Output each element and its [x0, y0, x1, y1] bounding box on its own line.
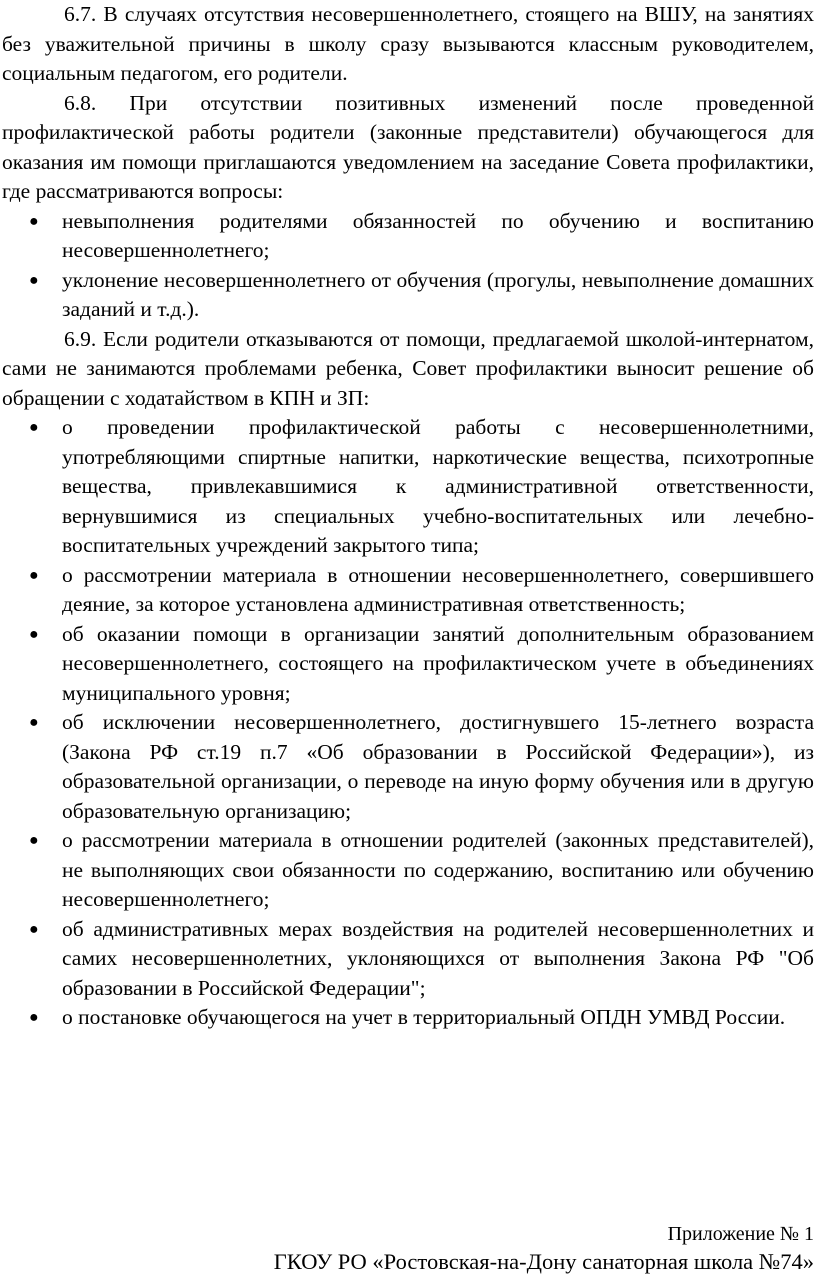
list-item-text: уклонение несовершеннолетнего от обучения (прогулы, невыполнение домашних заданий и т.д.). [62, 267, 814, 321]
document-page [2, 0, 814, 1033]
list-item [2, 826, 814, 915]
paragraph-6-9: 6.9. Если родители отказываются от помощи, предлагаемой школой-интернатом, сами не занимаются проблемами ребенка, Совет профилактики выносит решение об обращении с ходатайством в КПН и ЗП: [2, 326, 814, 410]
list-item-text: о рассмотрении материала в отношении родителей (законных представителей), не выполняющих свои обязанности по содержанию, воспитанию или обучению несовершеннолетнего; [62, 828, 814, 911]
bullet-icon: ● [29, 419, 39, 436]
appendix-label: Приложение № 1 [667, 1223, 814, 1245]
list-item [2, 413, 814, 561]
bullet-icon: ● [29, 832, 39, 849]
list-item-text: об исключении несовершеннолетнего, достигнувшего 15-летнего возраста (Закона РФ ст.19 п.7 «Об образовании в Российской Федерации»), из образовательной организации, о переводе на иную форму обучения или в другую образовательную организацию; [62, 710, 814, 823]
bullet-icon: ● [29, 271, 39, 289]
paragraph-6-7: 6.7. В случаях отсутствия несовершеннолетнего, стоящего на ВШУ, на занятиях без уважительной причины в школу сразу вызываются классным руководителем, социальным педагогом, его родители. [2, 2, 814, 85]
bullet-icon: ● [29, 566, 39, 584]
list-item-text: о постановке обучающегося на учет в территориальный ОПДН УМВД России. [62, 1005, 786, 1029]
school-name: ГКОУ РО «Ростовская-на-Дону санаторная школа №74» [273, 1249, 814, 1274]
list-item [2, 915, 814, 1004]
list-item-text: о рассмотрении материала в отношении несовершеннолетнего, совершившего деяние, за которое установлена административная ответственность; [62, 562, 814, 616]
list-item-text: об оказании помощи в организации занятий дополнительным образованием несовершеннолетнего, состоящего на профилактическом учете в объединениях муниципального уровня; [62, 621, 814, 705]
list-item [2, 1003, 814, 1033]
list-item-text: невыполнения родителями обязанностей по обучению и воспитанию несовершеннолетнего; [62, 208, 814, 262]
paragraph-6-8: 6.8. При отсутствии позитивных изменений после проведенной профилактической работы родители (законные представители) обучающегося для оказания им помощи приглашаются уведомлением на заседание Совета профилактики, где рассматриваются вопросы: [2, 90, 814, 203]
bullet-icon: ● [29, 212, 39, 230]
list-item [2, 266, 814, 325]
list-item-text: об административных мерах воздействия на родителей несовершеннолетних и самих несовершеннолетних, уклоняющихся от выполнения Закона РФ "Об образовании в Российской Федерации"; [62, 916, 814, 1000]
bullet-list-issues [2, 207, 814, 325]
bullet-icon: ● [29, 625, 39, 643]
list-item [2, 207, 814, 266]
list-item-text: о проведении профилактической работы с несовершеннолетними, употребляющими спиртные напитки, наркотические вещества, психотропные вещества, привлекавшимися к административной ответственности, вернувшимися из специальных учебно-воспитательных или лечебно-воспитательных учреждений закрытого типа; [62, 415, 814, 557]
list-item [2, 620, 814, 709]
bullet-icon: ● [29, 1009, 39, 1026]
list-item [2, 708, 814, 826]
bullet-icon: ● [29, 714, 39, 731]
bullet-icon: ● [29, 920, 39, 938]
list-item [2, 561, 814, 620]
bullet-list-petitions [2, 413, 814, 1033]
